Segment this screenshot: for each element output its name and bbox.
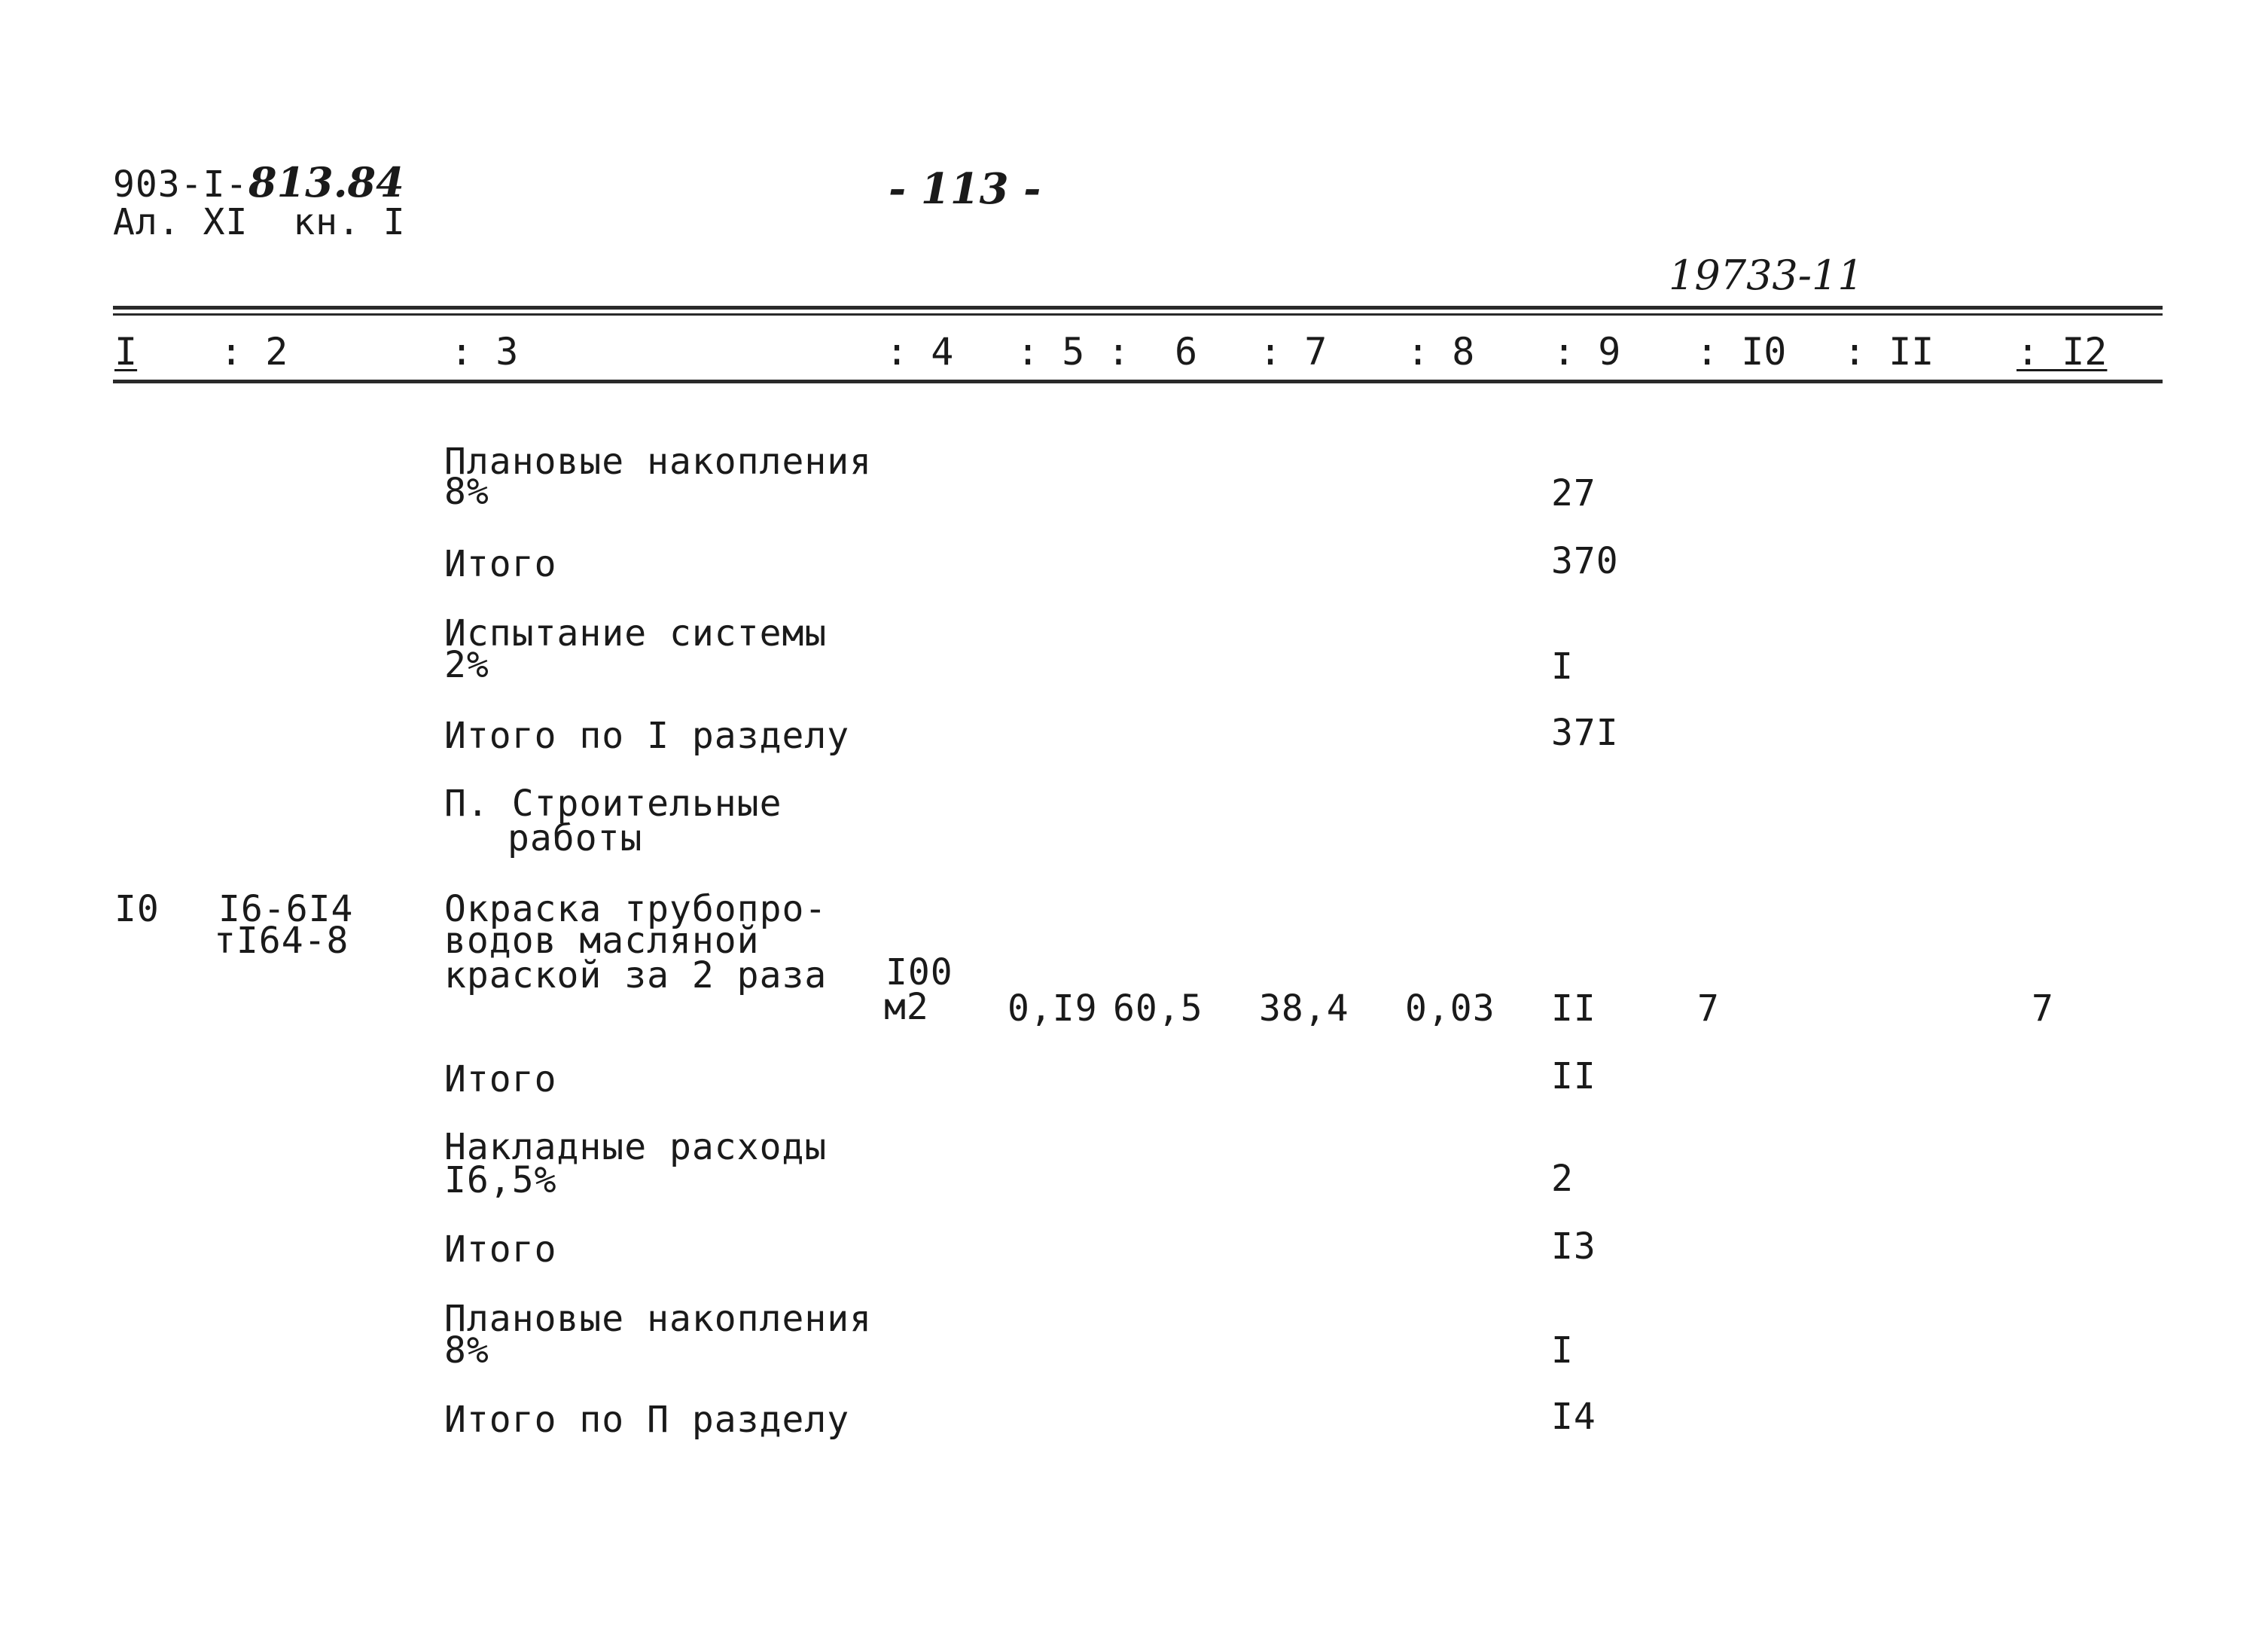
page-number: - 113 - bbox=[889, 164, 1041, 214]
row6-col2-line2: тI64-8 bbox=[214, 920, 349, 962]
col-header-12: : I2 bbox=[2017, 330, 2108, 374]
doc-code: 903-I- bbox=[113, 163, 248, 206]
col-header-4: : 4 bbox=[886, 330, 954, 374]
row4-col9: 37I bbox=[1551, 712, 1619, 754]
row8-col3-line2: I6,5% bbox=[444, 1159, 557, 1201]
row6-col9: II bbox=[1551, 987, 1596, 1030]
row4-col3: Итого по I разделу bbox=[444, 715, 850, 757]
col-header-2: : 2 bbox=[220, 330, 288, 374]
row7-col9: II bbox=[1551, 1055, 1596, 1097]
row6-col7: 38,4 bbox=[1259, 987, 1349, 1030]
row11-col9: I4 bbox=[1551, 1396, 1596, 1438]
col-header-1: I bbox=[114, 330, 138, 374]
col-header-5: : 5 : bbox=[1017, 330, 1130, 374]
row2-col3: Итого bbox=[444, 543, 557, 585]
col-header-9: : 9 bbox=[1553, 330, 1621, 374]
row8-col3-line1: Накладные расходы bbox=[444, 1126, 828, 1168]
row11-col3: Итого по П разделу bbox=[444, 1399, 850, 1441]
row6-col6: 60,5 bbox=[1113, 987, 1203, 1030]
inventory-number: 19733-11 bbox=[1669, 252, 1864, 299]
row6-col1: I0 bbox=[114, 888, 160, 930]
row6-col10: 7 bbox=[1697, 987, 1720, 1030]
row8-col9: 2 bbox=[1551, 1158, 1574, 1200]
row1-col9: 27 bbox=[1551, 472, 1596, 514]
album-line: Ал. XI кн. I bbox=[113, 201, 406, 243]
col-header-6: 6 bbox=[1175, 330, 1198, 374]
col-header-10: : I0 bbox=[1696, 330, 1787, 374]
col-header-3: : 3 bbox=[450, 330, 519, 374]
row10-col9: I bbox=[1551, 1329, 1574, 1372]
row6-col4-line1: I00 bbox=[886, 951, 953, 993]
row3-col3-line1: Испытание системы bbox=[444, 612, 828, 655]
row9-col3: Итого bbox=[444, 1228, 557, 1271]
row6-col4-line2: м2 bbox=[884, 986, 929, 1028]
row3-col3-line2: 2% bbox=[444, 644, 489, 686]
row6-col2-line1: I6-6I4 bbox=[218, 888, 354, 930]
row6-col3-line1: Окраска трубопро- bbox=[444, 888, 828, 930]
table-header-bottom-rule bbox=[113, 380, 2163, 383]
row6-col5: 0,I9 bbox=[1007, 987, 1098, 1030]
row2-col9: 370 bbox=[1551, 540, 1619, 582]
row9-col9: I3 bbox=[1551, 1225, 1596, 1268]
row3-col9: I bbox=[1551, 645, 1574, 688]
table-top-rule bbox=[113, 306, 2163, 310]
col-header-11: : II bbox=[1843, 330, 1934, 374]
row10-col3-line1: Плановые накопления bbox=[444, 1298, 873, 1340]
row6-col3-line3: краской за 2 раза bbox=[444, 954, 828, 996]
row6-col3-line2: водов масляной bbox=[444, 920, 760, 962]
row5-col3-line2: работы bbox=[508, 817, 643, 859]
row6-col12: 7 bbox=[2032, 987, 2054, 1030]
table-top-rule-2 bbox=[113, 313, 2163, 316]
row1-col3-line2: 8% bbox=[444, 471, 489, 513]
col-header-8: : 8 bbox=[1407, 330, 1475, 374]
row6-col8: 0,03 bbox=[1405, 987, 1495, 1030]
doc-code-handwritten: 813.84 bbox=[248, 158, 404, 206]
col-header-7: : 7 bbox=[1259, 330, 1328, 374]
row1-col3-line1: Плановые накопления bbox=[444, 441, 873, 483]
row7-col3: Итого bbox=[444, 1058, 557, 1100]
row10-col3-line2: 8% bbox=[444, 1329, 489, 1372]
row5-col3-line1: П. Строительные bbox=[444, 783, 782, 825]
